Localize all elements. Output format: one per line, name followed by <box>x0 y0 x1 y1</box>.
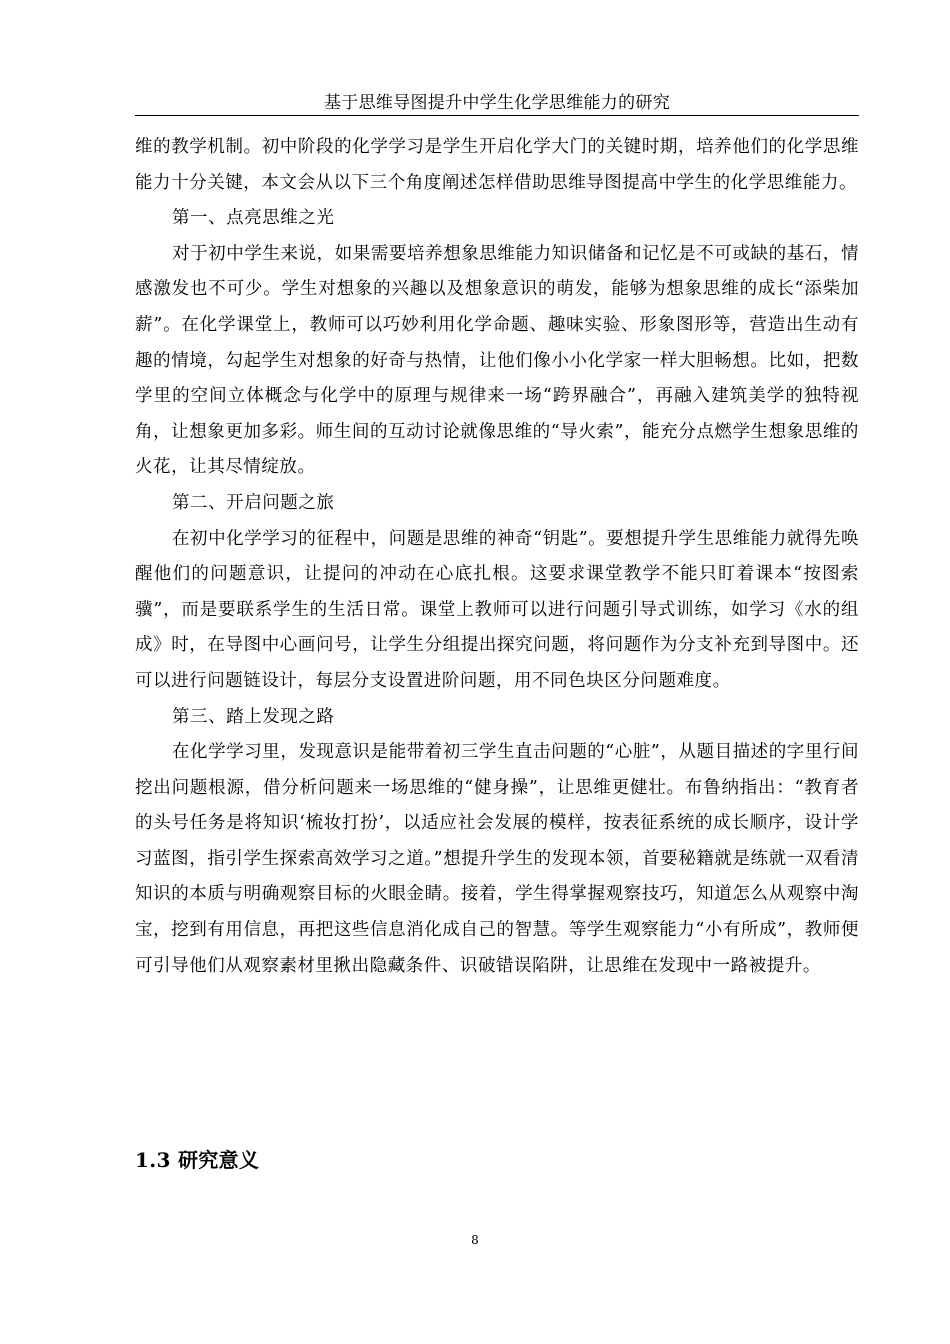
section-heading: 1.3 研究意义 <box>135 1148 260 1172</box>
subheading-first: 第一、点亮思维之光 <box>172 208 335 229</box>
page-number: 8 <box>471 1233 479 1247</box>
body-text <box>135 130 859 984</box>
paragraph-imagination: 对于初中学生来说，如果需要培养想象思维能力知识储备和记忆是不可或缺的基石，情感激发也不可少。学生对想象的兴趣以及想象意识的萌发，能够为想象思维的成长“添柴加薪”。在化学课堂上，教师可以巧妙利用化学命题、趣味实验、形象图形等，营造出生动有趣的情境，勾起学生对想象的好奇与热情，让他们像小小化学家一样大胆畅想。比如，把数学里的空间立体概念与化学中的原理与规律来一场“跨界融合”，再融入建筑美学的独特视角，让想象更加多彩。师生间的互动讨论就像思维的“导火索”，能充分点燃学生想象思维的火花，让其尽情绽放。 <box>135 243 859 478</box>
running-header: 基于思维导图提升中学生化学思维能力的研究 <box>324 93 670 113</box>
paragraph-questions: 在初中化学学习的征程中，问题是思维的神奇“钥匙”。要想提升学生思维能力就得先唤醒他们的问题意识，让提问的冲动在心底扎根。这要求课堂教学不能只盯着课本“按图索骥”，而是要联系学生的生活日常。课堂上教师可以进行问题引导式训练，如学习《水的组成》时，在导图中心画问号，让学生分组提出探究问题，将问题作为分支补充到导图中。还可以进行问题链设计，每层分支设置进阶问题，用不同色块区分问题难度。 <box>135 528 859 691</box>
paragraph-continuation: 维的教学机制。初中阶段的化学学习是学生开启化学大门的关键时期，培养他们的化学思维能力十分关键，本文会从以下三个角度阐述怎样借助思维导图提高中学生的化学思维能力。 <box>135 137 859 193</box>
header-rule <box>135 115 859 116</box>
subheading-third: 第三、踏上发现之路 <box>172 706 335 727</box>
paragraph-discovery: 在化学学习里，发现意识是能带着初三学生直击问题的“心脏”，从题目描述的字里行间挖出问题根源，借分析问题来一场思维的“健身操”，让思维更健壮。布鲁纳指出：“教育者的头号任务是将知识‘梳妆打扮’，以适应社会发展的模样，按表征系统的成长顺序，设计学习蓝图，指引学生探索高效学习之道。”想提升学生的发现本领，首要秘籍就是练就一双看清知识的本质与明确观察目标的火眼金睛。接着，学生得掌握观察技巧，知道怎么从观察中淘宝，挖到有用信息，再把这些信息消化成自己的智慧。等学生观察能力“小有所成”，教师便可引导他们从观察素材里揪出隐藏条件、识破错误陷阱，让思维在发现中一路被提升。 <box>135 742 859 976</box>
subheading-second: 第二、开启问题之旅 <box>172 492 335 513</box>
